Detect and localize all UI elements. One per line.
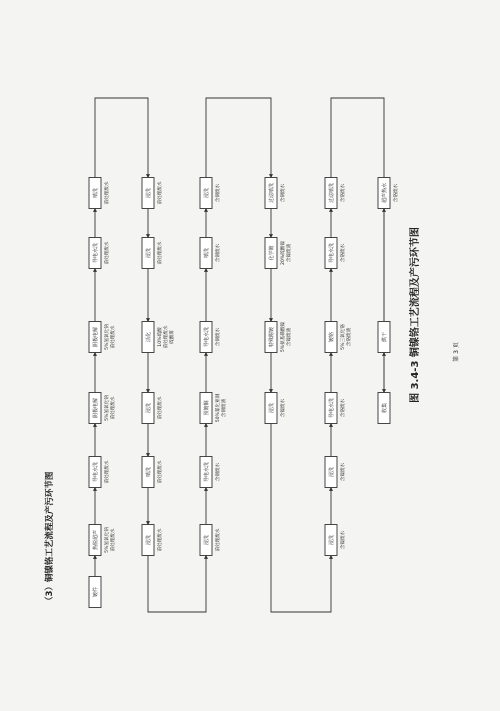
- emission-label: 含铜废水: [216, 183, 221, 203]
- emission-label: 含铜废水: [281, 183, 286, 203]
- process-step: [89, 525, 116, 556]
- process-step: [142, 238, 163, 269]
- emission-label: 前处理废水: [158, 241, 163, 265]
- process-step: [200, 393, 227, 424]
- emission-label: 含铜废水: [216, 327, 221, 347]
- process-label: 喷洗: [203, 247, 210, 259]
- emission-label: 5%氢氧化钠: [105, 527, 110, 553]
- process-label: 化学镀: [268, 245, 275, 261]
- flow-arrow: [95, 98, 148, 178]
- process-step: [142, 457, 163, 488]
- process-step: [89, 393, 116, 424]
- figure-caption: 图 3.4-3 铜镍铬工艺流程及产污环节图: [410, 227, 421, 403]
- process-step: [200, 238, 221, 269]
- emission-label: 含铜废水: [216, 243, 221, 263]
- emission-label: 硫酸雾: [170, 330, 175, 344]
- emission-label: 含镍废水: [341, 462, 346, 482]
- emission-label: 前处理废水: [164, 325, 169, 349]
- emission-label: 前处理废水: [111, 325, 116, 349]
- emission-label: 含镍废液: [287, 243, 292, 263]
- emission-label: 前处理废水: [111, 396, 116, 420]
- emission-label: 含铬废液: [347, 327, 352, 347]
- process-label: 浸洗: [203, 187, 210, 199]
- emission-label: 前处理废水: [158, 528, 163, 552]
- process-label: 导电水洗: [203, 326, 210, 348]
- process-step: [265, 321, 292, 352]
- process-label: 导电水洗: [328, 397, 335, 419]
- process-step: [89, 238, 110, 269]
- emission-label: 含镍废水: [341, 530, 346, 550]
- process-label: 活化: [145, 331, 152, 343]
- process-label: 预镀铜: [203, 400, 210, 416]
- process-step: [200, 178, 221, 209]
- process-label: 浸洗: [203, 534, 210, 546]
- process-label: 浸洗: [145, 402, 152, 414]
- flow-arrow: [206, 98, 271, 178]
- process-step: [200, 525, 221, 556]
- process-label: 浸洗: [145, 187, 152, 199]
- flow-arrow: [271, 424, 331, 613]
- emission-label: 前处理废水: [105, 241, 110, 265]
- emission-label: 5%氨基磺酸镍: [281, 321, 286, 353]
- process-label: 浸洗: [328, 466, 335, 478]
- process-label: 导电水洗: [203, 461, 210, 483]
- process-step: [142, 178, 163, 209]
- emission-label: 5%三氧化铬: [341, 324, 346, 350]
- process-label: 烘干: [381, 331, 388, 343]
- process-label: 超声热水: [381, 182, 388, 204]
- process-label: 过滤喷洗: [268, 182, 275, 204]
- emission-label: 含铬废水: [341, 243, 346, 263]
- process-step: [265, 238, 292, 269]
- process-label: 过滤喷洗: [328, 182, 335, 204]
- flow-arrow: [331, 98, 384, 393]
- process-step: [142, 322, 175, 353]
- emission-label: 含镍废水: [281, 398, 286, 418]
- process-step: [325, 525, 346, 556]
- emission-label: 10%硫酸: [158, 327, 163, 347]
- process-label: 喷洗: [92, 187, 99, 199]
- emission-label: 含镍废液: [287, 327, 292, 347]
- page-number: 第 3 页: [453, 342, 460, 362]
- process-label: 喷洗: [145, 466, 152, 478]
- emission-label: 前处理废水: [158, 396, 163, 420]
- process-step: [265, 393, 286, 424]
- process-step: [89, 577, 101, 608]
- process-label: 镀铬: [328, 331, 335, 343]
- flow-arrow: [148, 556, 206, 613]
- process-step: [325, 393, 346, 424]
- process-step: [265, 178, 286, 209]
- process-step: [89, 178, 110, 209]
- process-label: 收集: [381, 402, 388, 414]
- process-step: [325, 457, 346, 488]
- process-label: 阴极电解: [92, 397, 99, 419]
- emission-label: 5%氢氧化钠: [105, 395, 110, 421]
- process-label: 热脱超声: [92, 529, 99, 551]
- emission-label: 前处理废水: [105, 460, 110, 484]
- emission-label: 含铬废水: [341, 183, 346, 203]
- process-label: 导电水洗: [328, 242, 335, 264]
- process-label: 导电水洗: [92, 242, 99, 264]
- process-step: [325, 238, 346, 269]
- emission-label: 前处理废水: [111, 528, 116, 552]
- emission-label: 含铬废水: [394, 183, 399, 203]
- emission-label: 前处理废水: [158, 181, 163, 205]
- process-step: [142, 393, 163, 424]
- emission-label: 5%氢氧化钠: [105, 324, 110, 350]
- process-step: [325, 322, 352, 353]
- emission-label: 20%硫酸镍: [281, 241, 286, 265]
- flow-nodes: [89, 178, 399, 608]
- process-step: [378, 322, 390, 353]
- process-label: 镀件: [92, 586, 99, 598]
- process-label: 浸洗: [145, 247, 152, 259]
- process-label: 导电水洗: [92, 461, 99, 483]
- process-step: [89, 322, 116, 353]
- emission-label: 含铜废水: [216, 462, 221, 482]
- process-label: 特殊附镀: [268, 326, 275, 348]
- emission-label: 含铬废水: [341, 398, 346, 418]
- process-step: [200, 457, 221, 488]
- process-step: [325, 178, 346, 209]
- process-label: 阴极电解: [92, 326, 99, 348]
- process-step: [378, 393, 390, 424]
- process-step: [378, 178, 399, 209]
- emission-label: 50%氰化亚铜: [216, 393, 221, 423]
- process-step: [200, 322, 221, 353]
- process-label: 浸洗: [268, 402, 275, 414]
- process-label: 浸洗: [328, 534, 335, 546]
- emission-label: 前处理废水: [105, 181, 110, 205]
- process-label: 浸洗: [145, 534, 152, 546]
- emission-label: 前处理废水: [216, 528, 221, 552]
- process-step: [89, 457, 110, 488]
- process-step: [142, 525, 163, 556]
- emission-label: 含铜废液: [222, 398, 227, 418]
- emission-label: 前处理废水: [158, 460, 163, 484]
- section-heading: （3）铜镍铬工艺流程及产污环节图: [45, 471, 55, 605]
